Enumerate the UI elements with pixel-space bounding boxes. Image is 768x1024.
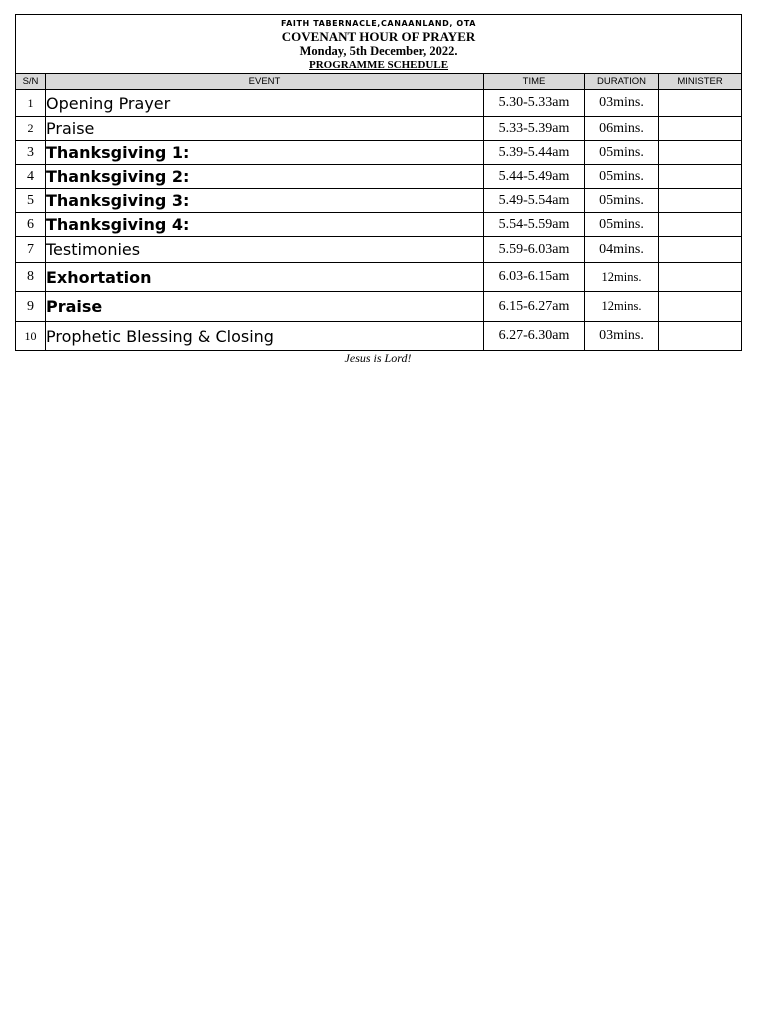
column-header-time: TIME	[484, 74, 585, 90]
organization-name: FAITH TABERNACLE,CANAANLAND, OTA	[280, 18, 477, 28]
table-row	[16, 322, 742, 351]
row-sn: 6	[16, 213, 46, 237]
row-duration: 05mins.	[585, 213, 659, 237]
row-duration: 05mins.	[585, 189, 659, 213]
row-event: Prophetic Blessing & Closing	[46, 322, 484, 351]
row-duration: 05mins.	[585, 141, 659, 165]
row-sn: 9	[16, 292, 46, 322]
row-event: Praise	[46, 117, 484, 141]
row-duration: 03mins.	[585, 90, 659, 117]
row-duration: 06mins.	[585, 117, 659, 141]
row-time: 6.27-6.30am	[484, 322, 585, 351]
column-header-duration: DURATION	[585, 74, 659, 90]
row-duration: 12mins.	[585, 263, 659, 292]
service-date: Monday, 5th December, 2022.	[299, 43, 458, 58]
row-time: 5.54-5.59am	[484, 213, 585, 237]
table-row	[16, 117, 742, 141]
row-duration: 04mins.	[585, 237, 659, 263]
table-row	[16, 213, 742, 237]
row-event: Thanksgiving 1:	[46, 141, 484, 165]
row-sn: 5	[16, 189, 46, 213]
table-row	[16, 90, 742, 117]
row-time: 5.59-6.03am	[484, 237, 585, 263]
row-sn: 10	[16, 322, 46, 351]
row-sn: 1	[16, 90, 46, 117]
row-event: Thanksgiving 3:	[46, 189, 484, 213]
column-header-sn: S/N	[16, 74, 46, 90]
row-sn: 7	[16, 237, 46, 263]
row-duration: 03mins.	[585, 322, 659, 351]
row-time: 5.33-5.39am	[484, 117, 585, 141]
row-event: Praise	[46, 292, 484, 322]
table-row	[16, 141, 742, 165]
row-event: Thanksgiving 2:	[46, 165, 484, 189]
column-header-row	[16, 74, 742, 90]
row-duration: 12mins.	[585, 292, 659, 322]
row-minister	[659, 263, 742, 292]
service-title: COVENANT HOUR OF PRAYER	[281, 28, 476, 44]
row-event: Testimonies	[46, 237, 484, 263]
row-time: 5.30-5.33am	[484, 90, 585, 117]
row-event: Thanksgiving 4:	[46, 213, 484, 237]
title-block	[16, 15, 742, 74]
row-time: 5.49-5.54am	[484, 189, 585, 213]
row-minister	[659, 189, 742, 213]
row-minister	[659, 213, 742, 237]
table-row	[16, 165, 742, 189]
row-minister	[659, 322, 742, 351]
row-minister	[659, 90, 742, 117]
row-sn: 4	[16, 165, 46, 189]
row-time: 6.03-6.15am	[484, 263, 585, 292]
column-header-event: EVENT	[46, 74, 484, 90]
programme-sheet	[15, 14, 741, 365]
schedule-subtitle: PROGRAMME SCHEDULE	[309, 58, 449, 71]
row-time: 6.15-6.27am	[484, 292, 585, 322]
row-sn: 2	[16, 117, 46, 141]
table-row	[16, 263, 742, 292]
schedule-table	[15, 14, 742, 351]
row-minister	[659, 141, 742, 165]
footer-text: Jesus is Lord!	[344, 351, 412, 365]
row-event: Exhortation	[46, 263, 484, 292]
table-row	[16, 292, 742, 322]
row-sn: 3	[16, 141, 46, 165]
row-minister	[659, 117, 742, 141]
row-time: 5.44-5.49am	[484, 165, 585, 189]
table-row	[16, 189, 742, 213]
row-time: 5.39-5.44am	[484, 141, 585, 165]
column-header-minister: MINISTER	[659, 74, 742, 90]
row-minister	[659, 237, 742, 263]
row-sn: 8	[16, 263, 46, 292]
table-row	[16, 237, 742, 263]
row-event: Opening Prayer	[46, 90, 484, 117]
row-minister	[659, 292, 742, 322]
row-duration: 05mins.	[585, 165, 659, 189]
row-minister	[659, 165, 742, 189]
